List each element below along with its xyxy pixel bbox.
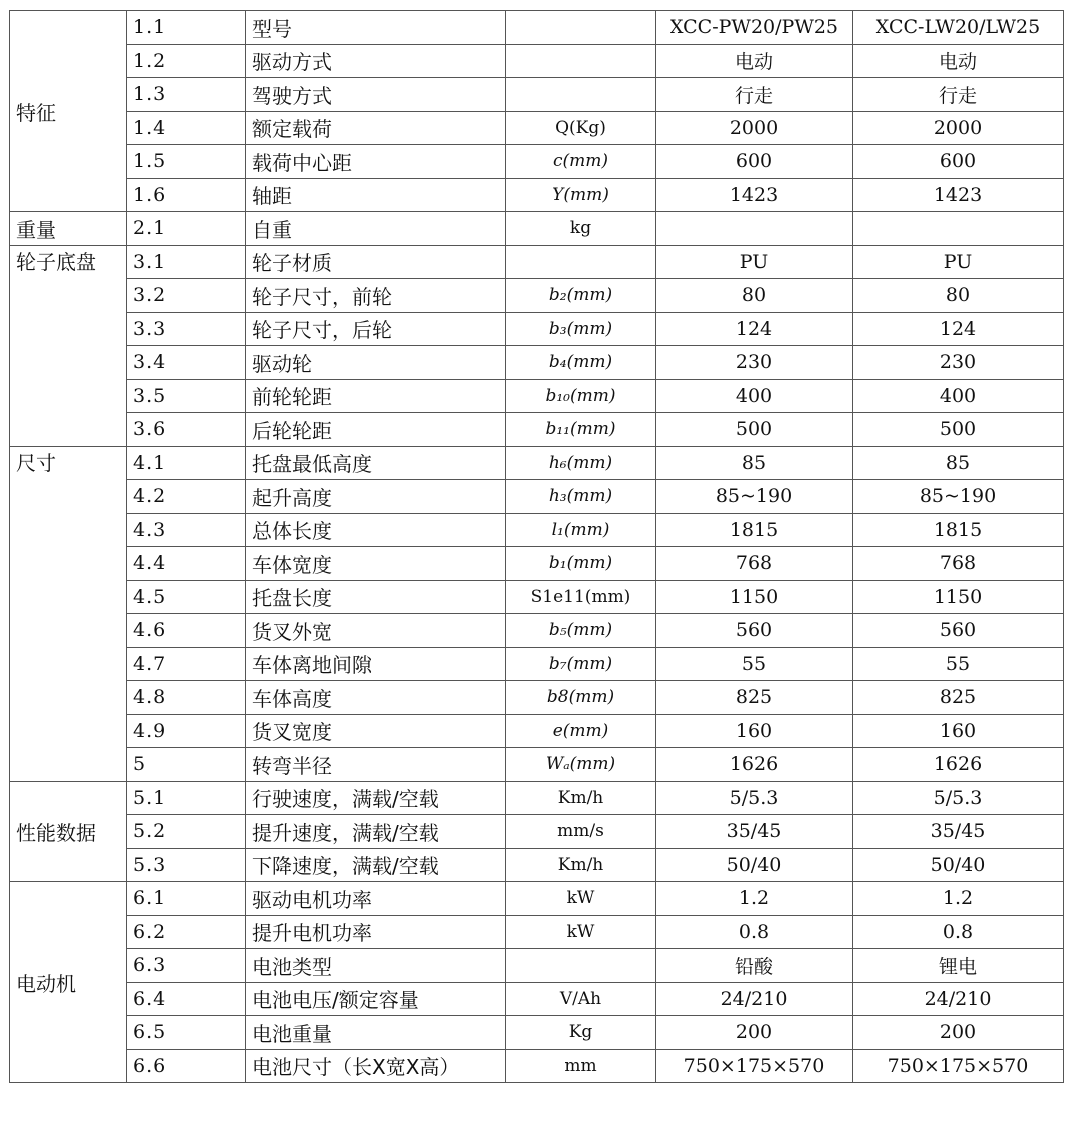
spec-unit-cell: h₃(mm) — [506, 480, 656, 514]
spec-unit-cell: b₅(mm) — [506, 614, 656, 648]
spec-number-cell: 4.3 — [127, 513, 246, 547]
model-pw-value-cell: 825 — [656, 681, 853, 715]
table-row — [10, 11, 1064, 45]
spec-item-cell: 轮子尺寸，前轮 — [246, 279, 506, 313]
spec-item-cell: 下降速度，满载/空载 — [246, 848, 506, 882]
model-pw-value-cell: 55 — [656, 647, 853, 681]
spec-number-cell: 3.3 — [127, 312, 246, 346]
spec-unit-cell: e(mm) — [506, 714, 656, 748]
table-row — [10, 882, 1064, 916]
category-cell: 特征 — [10, 11, 127, 212]
model-pw-value-cell: 124 — [656, 312, 853, 346]
table-row — [10, 781, 1064, 815]
spec-number-cell: 1.1 — [127, 11, 246, 45]
model-pw-value-cell: 750×175×570 — [656, 1049, 853, 1083]
spec-number-cell: 5.2 — [127, 815, 246, 849]
spec-unit-cell — [506, 78, 656, 112]
spec-item-cell: 托盘长度 — [246, 580, 506, 614]
spec-number-cell: 6.6 — [127, 1049, 246, 1083]
spec-unit-cell: S1e11(mm) — [506, 580, 656, 614]
spec-number-cell: 6.3 — [127, 949, 246, 983]
spec-unit-cell: kW — [506, 882, 656, 916]
spec-number-cell: 1.2 — [127, 44, 246, 78]
spec-unit-cell: b₁(mm) — [506, 547, 656, 581]
model-pw-value-cell: 160 — [656, 714, 853, 748]
model-pw-value-cell: 80 — [656, 279, 853, 313]
model-pw-value-cell — [656, 212, 853, 246]
model-lw-value-cell: 1626 — [853, 748, 1064, 782]
model-lw-value-cell: 768 — [853, 547, 1064, 581]
table-row — [10, 178, 1064, 212]
spec-item-cell: 驱动方式 — [246, 44, 506, 78]
table-row — [10, 212, 1064, 246]
spec-number-cell: 4.5 — [127, 580, 246, 614]
category-cell: 轮子底盘 — [10, 245, 127, 446]
spec-item-cell: 起升高度 — [246, 480, 506, 514]
spec-unit-cell: b₃(mm) — [506, 312, 656, 346]
spec-item-cell: 转弯半径 — [246, 748, 506, 782]
model-pw-value-cell: 1626 — [656, 748, 853, 782]
spec-item-cell: 车体高度 — [246, 681, 506, 715]
spec-item-cell: 前轮轮距 — [246, 379, 506, 413]
table-row — [10, 815, 1064, 849]
spec-item-cell: 后轮轮距 — [246, 413, 506, 447]
spec-number-cell: 5 — [127, 748, 246, 782]
table-row — [10, 647, 1064, 681]
table-row — [10, 1016, 1064, 1050]
table-row — [10, 915, 1064, 949]
spec-item-cell: 电池重量 — [246, 1016, 506, 1050]
spec-unit-cell: h₆(mm) — [506, 446, 656, 480]
model-pw-value-cell: 85 — [656, 446, 853, 480]
spec-unit-cell: b8(mm) — [506, 681, 656, 715]
model-pw-value-cell: 230 — [656, 346, 853, 380]
spec-item-cell: 电池电压/额定容量 — [246, 982, 506, 1016]
spec-item-cell: 载荷中心距 — [246, 145, 506, 179]
spec-unit-cell: Q(Kg) — [506, 111, 656, 145]
model-pw-value-cell: 50/40 — [656, 848, 853, 882]
model-pw-value-cell: 铅酸 — [656, 949, 853, 983]
spec-unit-cell — [506, 11, 656, 45]
model-lw-value-cell: 2000 — [853, 111, 1064, 145]
model-pw-value-cell: 1815 — [656, 513, 853, 547]
spec-item-cell: 车体宽度 — [246, 547, 506, 581]
table-row — [10, 547, 1064, 581]
model-lw-value-cell: 600 — [853, 145, 1064, 179]
model-lw-value-cell: 1423 — [853, 178, 1064, 212]
model-lw-value-cell: 0.8 — [853, 915, 1064, 949]
model-lw-value-cell: 锂电 — [853, 949, 1064, 983]
model-lw-value-cell: XCC-LW20/LW25 — [853, 11, 1064, 45]
table-row — [10, 982, 1064, 1016]
table-row — [10, 748, 1064, 782]
table-row — [10, 145, 1064, 179]
model-pw-value-cell: 5/5.3 — [656, 781, 853, 815]
spec-unit-cell: b₇(mm) — [506, 647, 656, 681]
spec-unit-cell — [506, 44, 656, 78]
category-cell: 重量 — [10, 212, 127, 246]
model-lw-value-cell: 5/5.3 — [853, 781, 1064, 815]
model-pw-value-cell: 电动 — [656, 44, 853, 78]
spec-number-cell: 6.5 — [127, 1016, 246, 1050]
table-row — [10, 480, 1064, 514]
model-pw-value-cell: 行走 — [656, 78, 853, 112]
spec-number-cell: 3.1 — [127, 245, 246, 279]
spec-item-cell: 驾驶方式 — [246, 78, 506, 112]
spec-number-cell: 1.6 — [127, 178, 246, 212]
spec-number-cell: 3.5 — [127, 379, 246, 413]
model-lw-value-cell: 500 — [853, 413, 1064, 447]
model-lw-value-cell: 35/45 — [853, 815, 1064, 849]
spec-item-cell: 额定载荷 — [246, 111, 506, 145]
model-lw-value-cell: 1815 — [853, 513, 1064, 547]
spec-unit-cell: mm — [506, 1049, 656, 1083]
spec-table-body — [10, 11, 1064, 1083]
spec-number-cell: 4.4 — [127, 547, 246, 581]
table-row — [10, 111, 1064, 145]
table-row — [10, 279, 1064, 313]
spec-item-cell: 提升速度，满载/空载 — [246, 815, 506, 849]
spec-unit-cell: kg — [506, 212, 656, 246]
model-lw-value-cell: 230 — [853, 346, 1064, 380]
model-pw-value-cell: 0.8 — [656, 915, 853, 949]
spec-item-cell: 电池尺寸（长X宽X高） — [246, 1049, 506, 1083]
spec-item-cell: 轮子材质 — [246, 245, 506, 279]
spec-unit-cell: kW — [506, 915, 656, 949]
table-row — [10, 446, 1064, 480]
spec-number-cell: 5.3 — [127, 848, 246, 882]
spec-item-cell: 总体长度 — [246, 513, 506, 547]
spec-unit-cell: c(mm) — [506, 145, 656, 179]
model-lw-value-cell: 1150 — [853, 580, 1064, 614]
model-pw-value-cell: 24/210 — [656, 982, 853, 1016]
model-pw-value-cell: XCC-PW20/PW25 — [656, 11, 853, 45]
spec-number-cell: 3.6 — [127, 413, 246, 447]
spec-unit-cell: Km/h — [506, 848, 656, 882]
spec-number-cell: 1.5 — [127, 145, 246, 179]
model-lw-value-cell: 124 — [853, 312, 1064, 346]
model-lw-value-cell: 200 — [853, 1016, 1064, 1050]
model-pw-value-cell: 200 — [656, 1016, 853, 1050]
spec-number-cell: 4.8 — [127, 681, 246, 715]
table-row — [10, 44, 1064, 78]
spec-number-cell: 4.9 — [127, 714, 246, 748]
model-lw-value-cell: 400 — [853, 379, 1064, 413]
spec-item-cell: 电池类型 — [246, 949, 506, 983]
spec-number-cell: 1.3 — [127, 78, 246, 112]
spec-item-cell: 驱动电机功率 — [246, 882, 506, 916]
table-row — [10, 245, 1064, 279]
category-cell: 电动机 — [10, 882, 127, 1083]
spec-number-cell: 6.4 — [127, 982, 246, 1016]
model-pw-value-cell: 2000 — [656, 111, 853, 145]
spec-number-cell: 6.2 — [127, 915, 246, 949]
spec-unit-cell: mm/s — [506, 815, 656, 849]
spec-item-cell: 托盘最低高度 — [246, 446, 506, 480]
category-cell: 性能数据 — [10, 781, 127, 882]
spec-unit-cell: Km/h — [506, 781, 656, 815]
spec-number-cell: 5.1 — [127, 781, 246, 815]
spec-unit-cell — [506, 245, 656, 279]
spec-unit-cell: b₄(mm) — [506, 346, 656, 380]
spec-unit-cell: Y(mm) — [506, 178, 656, 212]
model-lw-value-cell: 50/40 — [853, 848, 1064, 882]
model-pw-value-cell: 768 — [656, 547, 853, 581]
spec-item-cell: 行驶速度，满载/空载 — [246, 781, 506, 815]
spec-item-cell: 自重 — [246, 212, 506, 246]
spec-number-cell: 4.1 — [127, 446, 246, 480]
spec-number-cell: 3.2 — [127, 279, 246, 313]
model-lw-value-cell: 55 — [853, 647, 1064, 681]
model-lw-value-cell: 1.2 — [853, 882, 1064, 916]
spec-item-cell: 车体离地间隙 — [246, 647, 506, 681]
table-row — [10, 413, 1064, 447]
spec-item-cell: 轴距 — [246, 178, 506, 212]
model-pw-value-cell: 400 — [656, 379, 853, 413]
spec-number-cell: 1.4 — [127, 111, 246, 145]
model-lw-value-cell: 80 — [853, 279, 1064, 313]
spec-unit-cell: b₂(mm) — [506, 279, 656, 313]
table-row — [10, 580, 1064, 614]
spec-number-cell: 2.1 — [127, 212, 246, 246]
model-lw-value-cell: 750×175×570 — [853, 1049, 1064, 1083]
model-pw-value-cell: 85~190 — [656, 480, 853, 514]
model-lw-value-cell: 电动 — [853, 44, 1064, 78]
table-row — [10, 346, 1064, 380]
spec-unit-cell — [506, 949, 656, 983]
model-lw-value-cell: 行走 — [853, 78, 1064, 112]
model-lw-value-cell: 85~190 — [853, 480, 1064, 514]
model-pw-value-cell: 1.2 — [656, 882, 853, 916]
table-row — [10, 681, 1064, 715]
model-pw-value-cell: 1423 — [656, 178, 853, 212]
table-row — [10, 513, 1064, 547]
table-row — [10, 614, 1064, 648]
spec-item-cell: 驱动轮 — [246, 346, 506, 380]
spec-table — [9, 10, 1064, 1083]
table-row — [10, 949, 1064, 983]
table-row — [10, 848, 1064, 882]
spec-item-cell: 提升电机功率 — [246, 915, 506, 949]
spec-number-cell: 4.2 — [127, 480, 246, 514]
spec-number-cell: 3.4 — [127, 346, 246, 380]
spec-unit-cell: V/Ah — [506, 982, 656, 1016]
model-pw-value-cell: 500 — [656, 413, 853, 447]
model-lw-value-cell — [853, 212, 1064, 246]
model-lw-value-cell: 160 — [853, 714, 1064, 748]
spec-item-cell: 货叉宽度 — [246, 714, 506, 748]
model-pw-value-cell: 35/45 — [656, 815, 853, 849]
spec-number-cell: 6.1 — [127, 882, 246, 916]
category-cell: 尺寸 — [10, 446, 127, 781]
spec-number-cell: 4.7 — [127, 647, 246, 681]
spec-unit-cell: l₁(mm) — [506, 513, 656, 547]
table-row — [10, 379, 1064, 413]
model-lw-value-cell: 825 — [853, 681, 1064, 715]
model-lw-value-cell: 24/210 — [853, 982, 1064, 1016]
spec-unit-cell: Kg — [506, 1016, 656, 1050]
spec-item-cell: 货叉外宽 — [246, 614, 506, 648]
spec-item-cell: 型号 — [246, 11, 506, 45]
model-lw-value-cell: 560 — [853, 614, 1064, 648]
table-row — [10, 1049, 1064, 1083]
model-pw-value-cell: 600 — [656, 145, 853, 179]
model-pw-value-cell: PU — [656, 245, 853, 279]
model-lw-value-cell: 85 — [853, 446, 1064, 480]
spec-unit-cell: Wₐ(mm) — [506, 748, 656, 782]
spec-number-cell: 4.6 — [127, 614, 246, 648]
model-pw-value-cell: 1150 — [656, 580, 853, 614]
table-row — [10, 312, 1064, 346]
model-pw-value-cell: 560 — [656, 614, 853, 648]
spec-unit-cell: b₁₁(mm) — [506, 413, 656, 447]
spec-unit-cell: b₁₀(mm) — [506, 379, 656, 413]
table-row — [10, 714, 1064, 748]
model-lw-value-cell: PU — [853, 245, 1064, 279]
table-row — [10, 78, 1064, 112]
spec-item-cell: 轮子尺寸，后轮 — [246, 312, 506, 346]
